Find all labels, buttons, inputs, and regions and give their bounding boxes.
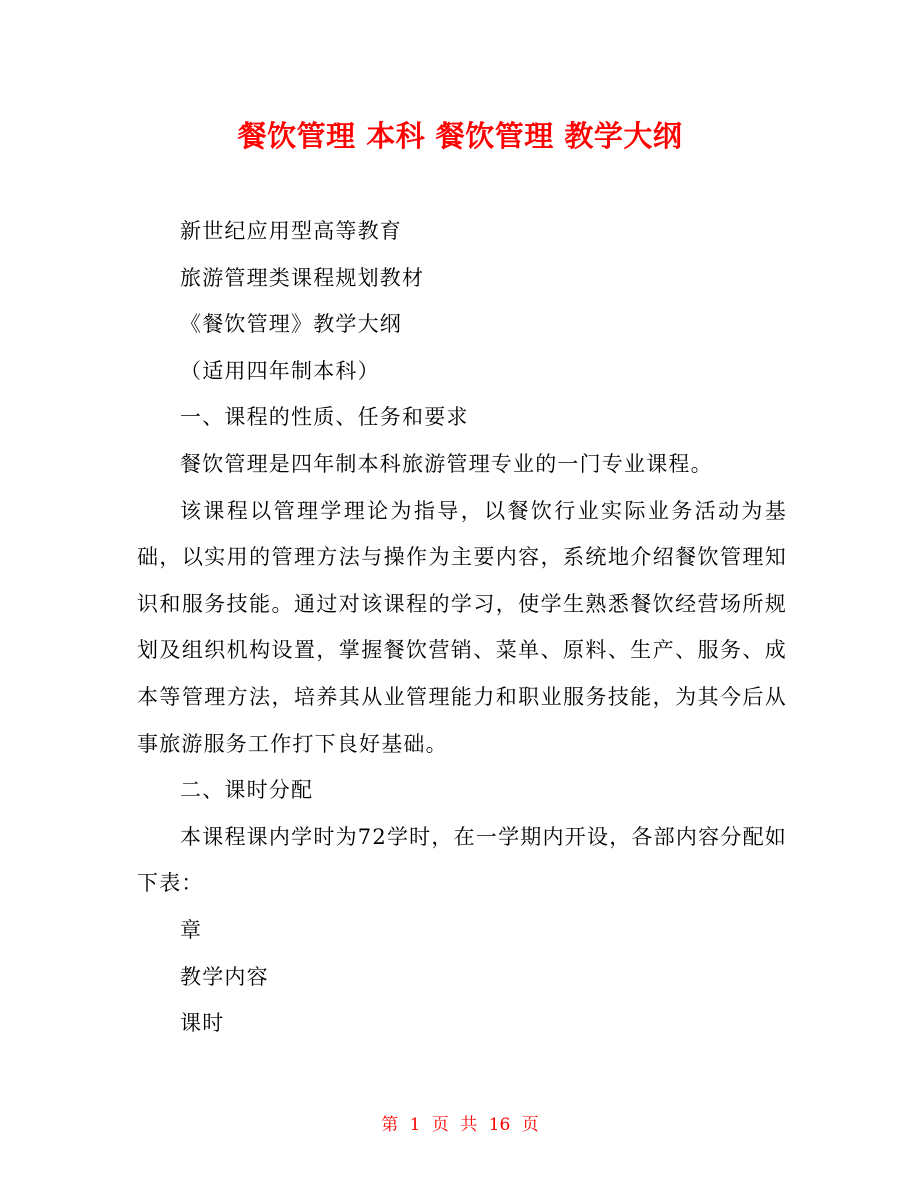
paragraph-syllabus-title: 《餐饮管理》教学大纲 <box>180 312 402 337</box>
page-footer: 第 1 页 共 16 页 <box>381 1115 539 1135</box>
paragraph-hours-description: 本课程课内学时为72学时，在一学期内开设，各部内容分配如下表： <box>137 824 787 896</box>
table-header-hours: 课时 <box>180 1011 225 1036</box>
section-heading-hours: 二、课时分配 <box>180 778 314 803</box>
table-header-content: 教学内容 <box>180 964 269 989</box>
paragraph-course-description: 该课程以管理学理论为指导，以餐饮行业实际业务活动为基础，以实用的管理方法与操作为主要内容，系统地介绍餐饮管理知识和服务技能。通过对该课程的学习，使学生熟悉餐饮经营场所规划及组织机构设置，掌握餐饮营销、菜单、原料、生产、服务、成本等管理方法，培养其从业管理能力和职业服务技能，为其今后从事旅游服务工作打下良好基础。 <box>137 498 787 756</box>
paragraph-applicability: （适用四年制本科） <box>180 358 380 383</box>
document-title: 餐饮管理 本科 餐饮管理 教学大纲 <box>237 119 683 153</box>
section-heading-nature: 一、课程的性质、任务和要求 <box>180 405 469 430</box>
table-header-chapter: 章 <box>180 917 203 942</box>
paragraph-series-name: 新世纪应用型高等教育 <box>180 219 402 243</box>
paragraph-course-nature: 餐饮管理是四年制本科旅游管理专业的一门专业课程。 <box>180 451 713 476</box>
paragraph-textbook-series: 旅游管理类课程规划教材 <box>180 265 425 290</box>
document-body <box>137 208 787 1047</box>
